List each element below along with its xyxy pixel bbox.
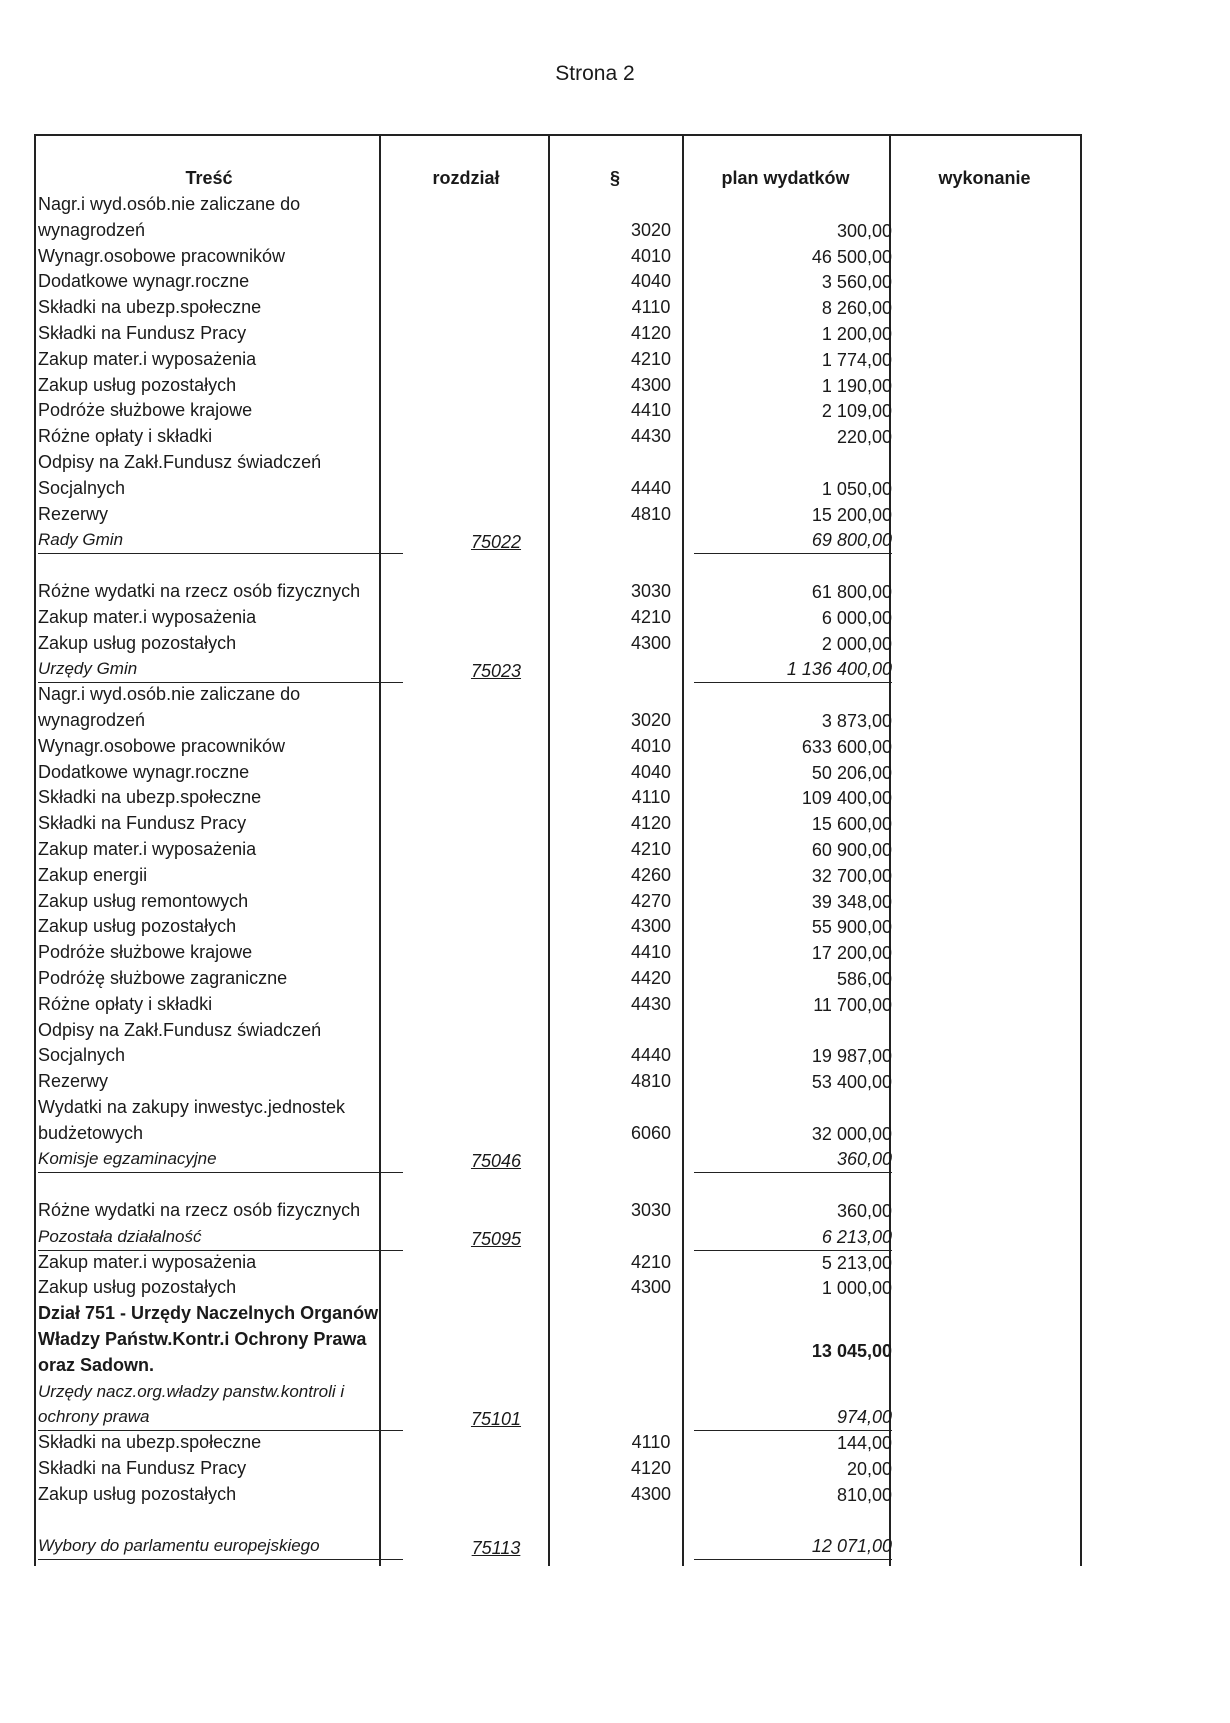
row-plan-amount: 109 400,00 bbox=[801, 788, 892, 809]
row-rozdzial: 75023 bbox=[470, 661, 522, 682]
row-description: Odpisy na Zakł.Fundusz świadczeń Socjalnych bbox=[38, 451, 322, 498]
table-row bbox=[34, 295, 1082, 321]
header-wykonanie: wykonanie bbox=[938, 168, 1031, 188]
row-plan-amount: 20,00 bbox=[846, 1459, 892, 1480]
row-plan-amount: 360,00 bbox=[694, 1148, 892, 1173]
row-paragraf: 4210 bbox=[630, 348, 672, 369]
row-paragraf: 3030 bbox=[630, 1200, 672, 1221]
row-description: Dodatkowe wynagr.roczne bbox=[38, 761, 250, 782]
row-description: Zakup energii bbox=[38, 864, 148, 885]
table-row bbox=[34, 682, 1082, 734]
row-description: Urzędy nacz.org.władzy panstw.kontroli i ochrony prawa bbox=[38, 1379, 403, 1432]
row-description: Składki na ubezp.społeczne bbox=[38, 1432, 262, 1453]
row-plan-amount: 810,00 bbox=[836, 1484, 892, 1505]
subsection-row bbox=[34, 1379, 1082, 1431]
row-spacer bbox=[34, 1508, 1082, 1534]
row-plan-amount: 60 900,00 bbox=[811, 839, 892, 860]
row-plan-amount: 12 071,00 bbox=[694, 1535, 892, 1560]
table-row bbox=[34, 631, 1082, 657]
row-paragraf: 4410 bbox=[630, 942, 672, 963]
row-paragraf: 4300 bbox=[630, 916, 672, 937]
row-plan-amount: 50 206,00 bbox=[811, 762, 892, 783]
row-paragraf: 4210 bbox=[630, 1251, 672, 1272]
row-plan-amount: 32 000,00 bbox=[811, 1123, 892, 1144]
row-plan-amount: 633 600,00 bbox=[801, 736, 892, 757]
row-paragraf: 4270 bbox=[630, 890, 672, 911]
row-description: Zakup usług pozostałych bbox=[38, 374, 237, 395]
row-plan-amount: 2 000,00 bbox=[821, 633, 892, 654]
division-row bbox=[34, 1301, 1082, 1378]
row-description: Zakup usług remontowych bbox=[38, 890, 249, 911]
row-description: Dodatkowe wynagr.roczne bbox=[38, 271, 250, 292]
row-description: Podróże służbowe krajowe bbox=[38, 400, 253, 421]
row-paragraf: 4110 bbox=[631, 1432, 671, 1453]
row-description: Zakup mater.i wyposażenia bbox=[38, 1251, 257, 1272]
row-description: Różne opłaty i składki bbox=[38, 993, 213, 1014]
table-row bbox=[34, 605, 1082, 631]
table-row bbox=[34, 992, 1082, 1018]
row-paragraf: 4010 bbox=[630, 735, 672, 756]
row-description: Składki na ubezp.społeczne bbox=[38, 297, 262, 318]
table-row bbox=[34, 398, 1082, 424]
table-row bbox=[34, 1198, 1082, 1224]
row-paragraf: 3020 bbox=[630, 709, 672, 730]
row-paragraf: 4120 bbox=[630, 322, 672, 343]
row-plan-amount: 61 800,00 bbox=[811, 581, 892, 602]
table-row bbox=[34, 1275, 1082, 1301]
row-paragraf: 3030 bbox=[630, 580, 672, 601]
row-paragraf: 4110 bbox=[631, 297, 671, 318]
header-paragraf: § bbox=[609, 168, 620, 188]
row-paragraf: 4040 bbox=[630, 761, 672, 782]
table-row bbox=[34, 1456, 1082, 1482]
row-description: Nagr.i wyd.osób.nie zaliczane do wynagrodzeń bbox=[38, 194, 301, 240]
row-spacer bbox=[34, 1172, 1082, 1198]
table-row bbox=[34, 1095, 1082, 1147]
expenditure-table bbox=[34, 134, 1082, 1566]
row-plan-amount: 55 900,00 bbox=[811, 917, 892, 938]
row-paragraf: 3020 bbox=[630, 219, 672, 240]
row-description: Różne opłaty i składki bbox=[38, 426, 213, 447]
row-description: Zakup mater.i wyposażenia bbox=[38, 606, 257, 627]
row-paragraf: 4420 bbox=[630, 967, 672, 988]
row-description: Wybory do parlamentu europejskiego bbox=[38, 1533, 403, 1560]
row-description: Zakup mater.i wyposażenia bbox=[38, 348, 257, 369]
row-paragraf: 4210 bbox=[630, 606, 672, 627]
row-paragraf: 4260 bbox=[630, 864, 672, 885]
row-plan-amount: 1 190,00 bbox=[821, 375, 892, 396]
table-row bbox=[34, 1430, 1082, 1456]
row-plan-amount: 39 348,00 bbox=[811, 891, 892, 912]
row-paragraf: 4430 bbox=[630, 426, 672, 447]
row-plan-amount: 300,00 bbox=[836, 220, 892, 241]
table-row bbox=[34, 347, 1082, 373]
row-description: Składki na Fundusz Pracy bbox=[38, 1458, 247, 1479]
row-paragraf: 4810 bbox=[630, 503, 672, 524]
row-description: Różne wydatki na rzecz osób fizycznych bbox=[38, 1200, 361, 1221]
row-plan-amount: 11 700,00 bbox=[813, 994, 892, 1015]
row-plan-amount: 15 600,00 bbox=[811, 814, 892, 835]
row-paragraf: 4810 bbox=[630, 1071, 672, 1092]
row-plan-amount: 144,00 bbox=[836, 1433, 892, 1454]
row-paragraf: 4120 bbox=[630, 813, 672, 834]
row-plan-amount: 2 109,00 bbox=[821, 401, 892, 422]
table-row bbox=[34, 837, 1082, 863]
row-description: Podróże służbowe krajowe bbox=[38, 942, 253, 963]
table-row bbox=[34, 579, 1082, 605]
row-description: Rezerwy bbox=[38, 1071, 109, 1092]
row-description: Zakup usług pozostałych bbox=[38, 632, 237, 653]
table-row bbox=[34, 450, 1082, 502]
header-rozdzial: rozdział bbox=[432, 168, 500, 188]
table-row bbox=[34, 1250, 1082, 1276]
row-plan-amount: 53 400,00 bbox=[811, 1072, 892, 1093]
row-description: Różne wydatki na rzecz osób fizycznych bbox=[38, 580, 361, 601]
row-description: Rezerwy bbox=[38, 503, 109, 524]
row-description: Wynagr.osobowe pracowników bbox=[38, 245, 285, 266]
table-row bbox=[34, 321, 1082, 347]
row-plan-amount: 220,00 bbox=[836, 427, 892, 448]
row-paragraf: 4110 bbox=[631, 787, 671, 808]
row-paragraf: 4210 bbox=[630, 838, 672, 859]
row-paragraf: 4410 bbox=[630, 400, 672, 421]
table-row bbox=[34, 940, 1082, 966]
table-row bbox=[34, 889, 1082, 915]
row-paragraf: 4300 bbox=[630, 374, 672, 395]
row-plan-amount: 6 213,00 bbox=[694, 1226, 892, 1251]
row-description: Składki na Fundusz Pracy bbox=[38, 813, 247, 834]
row-rozdzial: 75113 bbox=[471, 1538, 521, 1559]
row-description: Nagr.i wyd.osób.nie zaliczane do wynagrodzeń bbox=[38, 684, 301, 730]
row-paragraf: 4300 bbox=[630, 1483, 672, 1504]
row-rozdzial: 75022 bbox=[470, 532, 522, 553]
table-row bbox=[34, 373, 1082, 399]
row-plan-amount: 46 500,00 bbox=[811, 246, 892, 267]
table-row bbox=[34, 760, 1082, 786]
row-paragraf: 4300 bbox=[630, 632, 672, 653]
row-paragraf: 4040 bbox=[630, 271, 672, 292]
row-plan-amount: 8 260,00 bbox=[821, 298, 892, 319]
row-description: Komisje egzaminacyjne bbox=[38, 1146, 403, 1173]
subsection-row bbox=[34, 656, 1082, 682]
table-row bbox=[34, 502, 1082, 528]
row-plan-amount: 1 000,00 bbox=[821, 1278, 892, 1299]
header-plan: plan wydatków bbox=[721, 168, 850, 188]
row-plan-amount: 1 050,00 bbox=[821, 478, 892, 499]
row-plan-amount: 586,00 bbox=[836, 968, 892, 989]
subsection-row bbox=[34, 1224, 1082, 1250]
row-description: Podróżę służbowe zagraniczne bbox=[38, 967, 288, 988]
row-paragraf: 4120 bbox=[630, 1458, 672, 1479]
row-paragraf: 4010 bbox=[630, 245, 672, 266]
row-plan-amount: 3 560,00 bbox=[821, 272, 892, 293]
table-row bbox=[34, 192, 1082, 244]
row-spacer bbox=[34, 553, 1082, 579]
row-description: Zakup usług pozostałych bbox=[38, 916, 237, 937]
row-plan-amount: 1 136 400,00 bbox=[694, 658, 892, 683]
table-row bbox=[34, 1018, 1082, 1070]
row-description: Zakup mater.i wyposażenia bbox=[38, 838, 257, 859]
row-paragraf: 4440 bbox=[630, 1045, 672, 1066]
table-row bbox=[34, 785, 1082, 811]
page-label: Strona 2 bbox=[555, 62, 635, 85]
row-plan-amount: 974,00 bbox=[694, 1406, 892, 1431]
table-row bbox=[34, 966, 1082, 992]
header-tresc: Treść bbox=[185, 168, 233, 188]
row-plan-amount: 32 700,00 bbox=[811, 865, 892, 886]
row-description: Rady Gmin bbox=[38, 527, 403, 554]
row-description: Dział 751 - Urzędy Naczelnych Organów Władzy Państw.Kontr.i Ochrony Prawa oraz Sadown. bbox=[38, 1303, 379, 1375]
row-plan-amount: 19 987,00 bbox=[811, 1046, 892, 1067]
row-paragraf: 4430 bbox=[630, 993, 672, 1014]
subsection-row bbox=[34, 1533, 1082, 1559]
subsection-row bbox=[34, 527, 1082, 553]
table-row bbox=[34, 811, 1082, 837]
row-paragraf: 6060 bbox=[630, 1122, 672, 1143]
row-description: Odpisy na Zakł.Fundusz świadczeń Socjalnych bbox=[38, 1019, 322, 1066]
table-row bbox=[34, 914, 1082, 940]
table-row bbox=[34, 269, 1082, 295]
row-plan-amount: 3 873,00 bbox=[821, 710, 892, 731]
row-rozdzial: 75046 bbox=[470, 1151, 522, 1172]
table-row bbox=[34, 1482, 1082, 1508]
row-plan-amount: 1 774,00 bbox=[821, 349, 892, 370]
row-description: Wynagr.osobowe pracowników bbox=[38, 735, 285, 756]
row-plan-amount: 360,00 bbox=[836, 1201, 892, 1222]
row-rozdzial: 75095 bbox=[470, 1228, 522, 1249]
row-plan-amount: 1 200,00 bbox=[821, 323, 892, 344]
table-row bbox=[34, 863, 1082, 889]
row-description: Wydatki na zakupy inwestyc.jednostek budżetowych bbox=[38, 1096, 345, 1143]
row-plan-amount: 15 200,00 bbox=[811, 504, 892, 525]
row-plan-amount: 5 213,00 bbox=[821, 1252, 892, 1273]
row-description: Zakup usług pozostałych bbox=[38, 1277, 237, 1298]
table-row bbox=[34, 1069, 1082, 1095]
row-paragraf: 4300 bbox=[630, 1277, 672, 1298]
row-description: Pozostała działalność bbox=[38, 1224, 403, 1251]
row-description: Składki na Fundusz Pracy bbox=[38, 322, 247, 343]
row-rozdzial: 75101 bbox=[470, 1409, 522, 1430]
row-plan-amount: 69 800,00 bbox=[694, 529, 892, 554]
row-plan-amount: 6 000,00 bbox=[821, 607, 892, 628]
row-plan-amount: 13 045,00 bbox=[811, 1340, 892, 1361]
row-description: Zakup usług pozostałych bbox=[38, 1483, 237, 1504]
row-plan-amount: 17 200,00 bbox=[811, 943, 892, 964]
table-body bbox=[34, 192, 1082, 1559]
table-row bbox=[34, 424, 1082, 450]
row-paragraf: 4440 bbox=[630, 477, 672, 498]
subsection-row bbox=[34, 1146, 1082, 1172]
row-description: Urzędy Gmin bbox=[38, 656, 403, 683]
row-description: Składki na ubezp.społeczne bbox=[38, 787, 262, 808]
table-row bbox=[34, 734, 1082, 760]
table-row bbox=[34, 244, 1082, 270]
